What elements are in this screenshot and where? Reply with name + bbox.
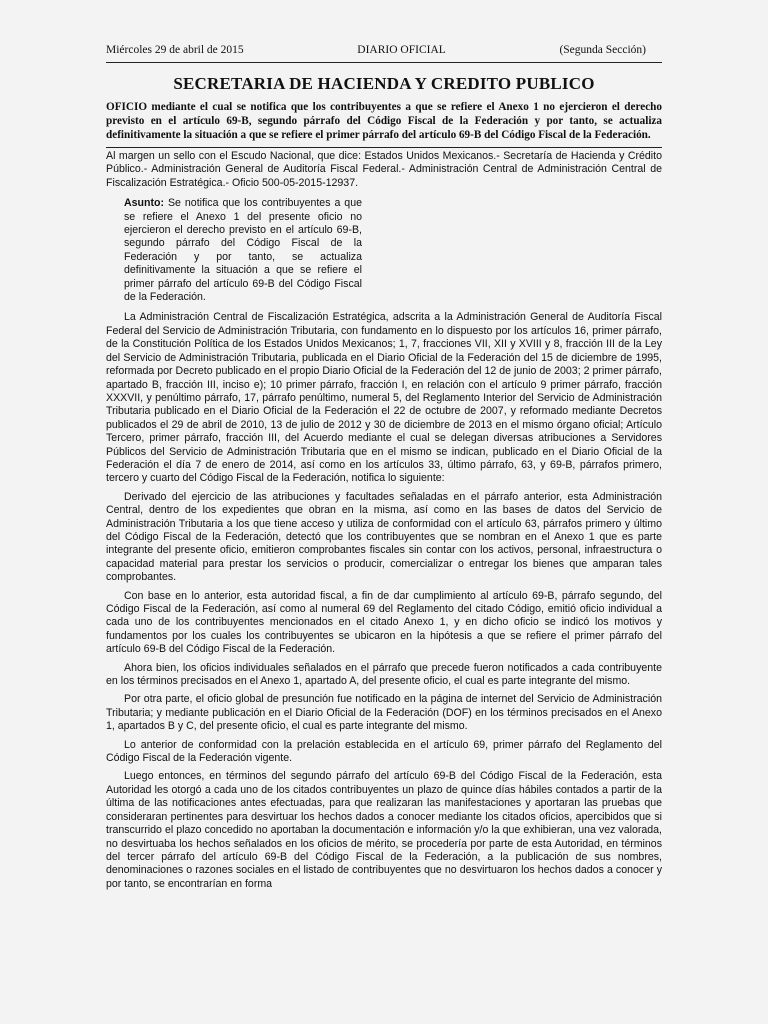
header-date: Miércoles 29 de abril de 2015 bbox=[106, 44, 244, 56]
page-header bbox=[106, 44, 646, 56]
header-section: (Segunda Sección) bbox=[559, 44, 646, 56]
margin-note: Al margen un sello con el Escudo Nacional, que dice: Estados Unidos Mexicanos.- Secretaría de Hacienda y Crédito Público.- Administración General de Auditoría Fiscal Federal.- Administración Central de Administración Central de Fiscalización Estratégica.- Oficio 500-05-2015-12937. bbox=[106, 150, 662, 189]
header-divider bbox=[106, 62, 662, 63]
asunto-block bbox=[124, 197, 362, 304]
oficio-divider bbox=[106, 147, 662, 148]
body-paragraph: Lo anterior de conformidad con la prelación establecida en el artículo 69, primer párrafo del Reglamento del Código Fiscal de la Federación vigente. bbox=[106, 738, 662, 765]
document-body bbox=[106, 150, 662, 891]
body-paragraph: Por otra parte, el oficio global de presunción fue notificado en la página de internet del Servicio de Administración Tributaria; y mediante publicación en el Diario Oficial de la Federación (DOF) en los términos precisados en el Anexo 1, apartados B y C, del presente oficio, el cual es parte integrante del mismo. bbox=[106, 693, 662, 733]
asunto-label: Asunto: bbox=[124, 197, 165, 210]
page-title: SECRETARIA DE HACIENDA Y CREDITO PUBLICO bbox=[173, 74, 595, 93]
body-paragraph: Con base en lo anterior, esta autoridad fiscal, a fin de dar cumplimiento al artículo 69-B, párrafo segundo, del Código Fiscal de la Federación, así como al numeral 69 del Reglamento del citado Código, emitió oficio individual a cada uno de los contribuyentes mencionados en el citado Anexo 1, y en dicho oficio se indicó los motivos y fundamentos por los cuales los contribuyentes se ubicaron en la hipótesis a que se refiere el primer párrafo del artículo 69-B del Código Fiscal de la Federación. bbox=[106, 589, 662, 656]
body-paragraph: Derivado del ejercicio de las atribuciones y facultades señaladas en el párrafo anterior, esta Administración Central, dentro de los expedientes que obran en la misma, así como en las bases de datos del Servicio de Administración Tributaria a los que tiene acceso y utiliza de conformidad con el artículo 63, párrafos primero y último del Código Fiscal de la Federación, detectó que los contribuyentes que se nombran en el Anexo 1 que es parte integrante del presente oficio, emitieron comprobantes fiscales sin contar con los activos, personal, infraestructura o capacidad material para prestar los servicios o producir, comercializar o entregar los bienes que amparan tales comprobantes. bbox=[106, 490, 662, 584]
body-paragraph: La Administración Central de Fiscalización Estratégica, adscrita a la Administración General de Auditoría Fiscal Federal del Servicio de Administración Tributaria, con fundamento en lo dispuesto por los artículos 16, primer párrafo, de la Constitución Política de los Estados Unidos Mexicanos; 1, 7, fracciones VII, XII y XVIII y 8, fracción III de la Ley del Servicio de Administración Tributaria, publicada en el Diario Oficial de la Federación del 15 de diciembre de 1995, reformada por Decreto publicado en el propio Diario Oficial de la Federación del 12 de junio de 2003; 2 primer párrafo, apartado B, fracción III, inciso e); 10 primer párrafo, fracción I, en relación con el artículo 9 primer párrafo, fracción XXXVII, y penúltimo párrafo, 17, párrafo penúltimo, numeral 5, del Reglamento Interior del Servicio de Administración Tributaria publicado en el Diario Oficial de la Federación el 22 de octubre de 2007, y reformado mediante Decretos publicados el 29 de abril de 2010, 13 de julio de 2012 y 30 de diciembre de 2013 en el mismo órgano oficial; Artículo Tercero, primer párrafo, fracción III, del Acuerdo mediante el cual se delegan diversas atribuciones a Servidores Públicos del Servicio de Administración Tributaria que en el mismo se indican, publicado en el Diario Oficial de la Federación el día 7 de enero de 2014, así como en los artículos 33, último párrafo, 63, y 69-B, párrafos primero, tercero y cuarto del Código Fiscal de la Federación, notifica lo siguiente: bbox=[106, 311, 662, 485]
header-publication: DIARIO OFICIAL bbox=[357, 44, 446, 56]
asunto-text: Se notifica que los contribuyentes a que se refiere el Anexo 1 del presente oficio no ejercieron el derecho previsto en el artículo 69-B, segundo párrafo del Código Fiscal de la Federación y por tanto, se actualiza definitivamente la situación a que se refiere el primer párrafo del artículo 69-B del Código Fiscal de la Federación. bbox=[124, 197, 362, 304]
body-paragraph: Luego entonces, en términos del segundo párrafo del artículo 69-B del Código Fiscal de la Federación, esta Autoridad les otorgó a cada uno de los citados contribuyentes un plazo de quince días hábiles contados a partir de la última de las notificaciones antes efectuadas, para que realizaran las manifestaciones y aportaran las pruebas que consideraran pertinentes para desvirtuar los hechos dados a conocer mediante los citados oficios, apercibidos que si transcurrido el plazo concedido no aportaban la documentación e información y/o la que exhibieran, una vez valorada, no desvirtuaba los hechos señalados en los oficios de mérito, se procedería por parte de esta Autoridad, en términos del tercer párrafo del artículo 69-B del Código Fiscal de la Federación, a la publicación de sus nombres, denominaciones o razones sociales en el listado de contribuyentes que no desvirtuaron los hechos dados a conocer y por tanto, se encontrarían en forma bbox=[106, 770, 662, 890]
oficio-heading: OFICIO mediante el cual se notifica que los contribuyentes a que se refiere el Anexo 1 no ejercieron el derecho previsto en el artículo 69-B, segundo párrafo del Código Fiscal de la Federación y por tanto, se actualiza definitivamente la situación a que se refiere el primer párrafo del artículo 69-B del Código Fiscal de la Federación. bbox=[106, 101, 662, 141]
body-paragraph: Ahora bien, los oficios individuales señalados en el párrafo que precede fueron notificados a cada contribuyente en los términos precisados en el Anexo 1, apartado A, del presente oficio, el cual es parte integrante del mismo. bbox=[106, 661, 662, 688]
